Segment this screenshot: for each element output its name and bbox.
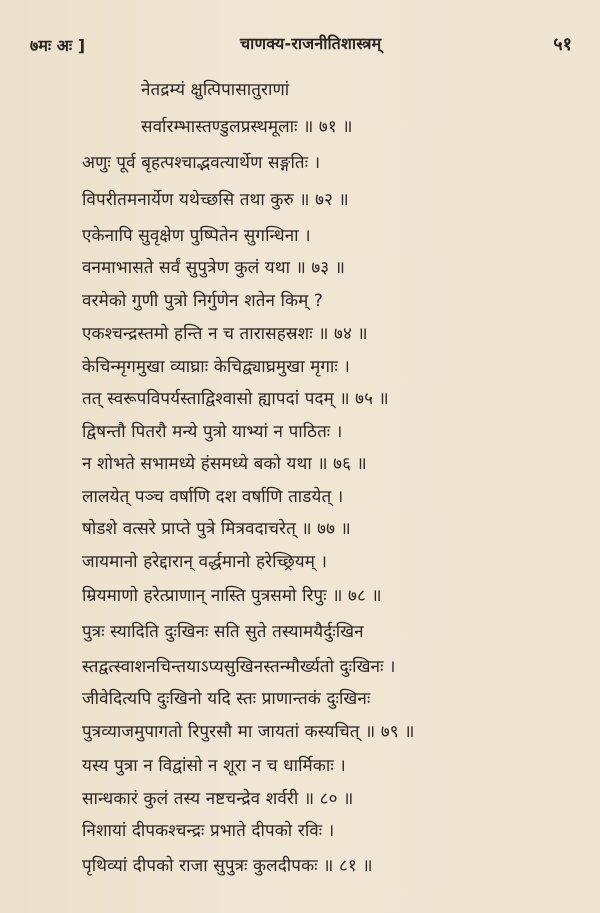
verse-line: पुत्रव्याजमुपागतो रिपुरसौ मा जायतां कस्यचित् ॥ ७९ ॥ — [82, 722, 415, 742]
verse-line: षोडशे वत्सरे प्राप्ते पुत्रे मित्रवदाचरेत् ॥ ७७ ॥ — [82, 519, 351, 539]
verse-line: वरमेको गुणी पुत्रो निर्गुणेन शतेन किम् ? — [82, 291, 324, 311]
verse-line: विपरीतमनार्येण यथेच्छसि तथा कुरु ॥ ७२ ॥ — [82, 190, 349, 210]
verse-line: द्विषन्तौ पितरौ मन्ये पुत्रो याभ्यां न पाठितः । — [82, 422, 343, 442]
verse-line: केचिन्मृगमुखा व्याघ्राः केचिद्व्याघ्रमुखा मृगाः । — [82, 357, 350, 377]
page-number: ५१ — [553, 34, 572, 55]
verse-line: पुत्रः स्यादिति दुःखिनः सति सुते तस्यामयैर्दुःखिन — [82, 622, 364, 642]
verse-line: एकश्चन्द्रस्तमो हन्ति न च तारासहस्रशः ॥ ७४ ॥ — [82, 324, 368, 344]
chapter-marker: ७मः अः ] — [30, 36, 86, 55]
running-title: चाणक्य-राजनीतिशास्त्रम् — [240, 34, 382, 53]
verse-line: तत् स्वरूपविपर्यस्ताद्विश्वासो ह्यापदां पदम् ॥ ७५ ॥ — [82, 389, 389, 409]
verse-line: नेतद्रम्यं क्षुत्पिपासातुराणां — [141, 80, 290, 100]
verse-line: जीवेदित्यपि दुःखिनो यदि स्तः प्राणान्तकं दुःखिनः — [82, 689, 371, 709]
verse-line: सर्वारम्भास्तण्डुलप्रस्थमूलाः ॥ ७१ ॥ — [141, 117, 353, 137]
verse-line: लालयेत् पञ्च वर्षाणि दश वर्षाणि ताडयेत् । — [82, 487, 344, 507]
verse-line: जायमानो हरेद्दारान् वर्द्धमानो हरेच्छ्रियम् । — [82, 552, 328, 572]
verse-line: वनमाभासते सर्वं सुपुत्रेण कुलं यथा ॥ ७३ ॥ — [82, 258, 346, 278]
verse-line: पृथिव्यां दीपको राजा सुपुत्रः कुलदीपकः ॥ ८१ ॥ — [82, 856, 373, 876]
verse-line: म्रियमाणो हरेत्प्राणान् नास्ति पुत्रसमो रिपुः ॥ ७८ ॥ — [82, 586, 382, 606]
verse-line: सान्धकारं कुलं तस्य नष्टचन्द्रेव शर्वरी ॥ ८० ॥ — [82, 789, 354, 809]
verse-line: स्तद्वत्स्वाशनचिन्तयाऽप्यसुखिनस्तन्मौर्ख्यतो दुःखिनः । — [82, 657, 396, 677]
verse-line: निशायां दीपकश्चन्द्रः प्रभाते दीपको रविः । — [82, 821, 335, 841]
verse-line: एकेनापि सुवृक्षेण पुष्पितेन सुगन्धिना । — [82, 226, 311, 246]
verse-line: यस्य पुत्रा न विद्वांसो न शूरा न च धार्मिकाः । — [82, 756, 346, 776]
verse-line: अणुः पूर्व बृहत्पश्चाद्भवत्यार्थेण सङ्गतिः । — [82, 153, 321, 173]
page-header — [30, 30, 572, 60]
verse-line: न शोभते सभामध्ये हंसमध्ये बको यथा ॥ ७६ ॥ — [82, 454, 367, 474]
